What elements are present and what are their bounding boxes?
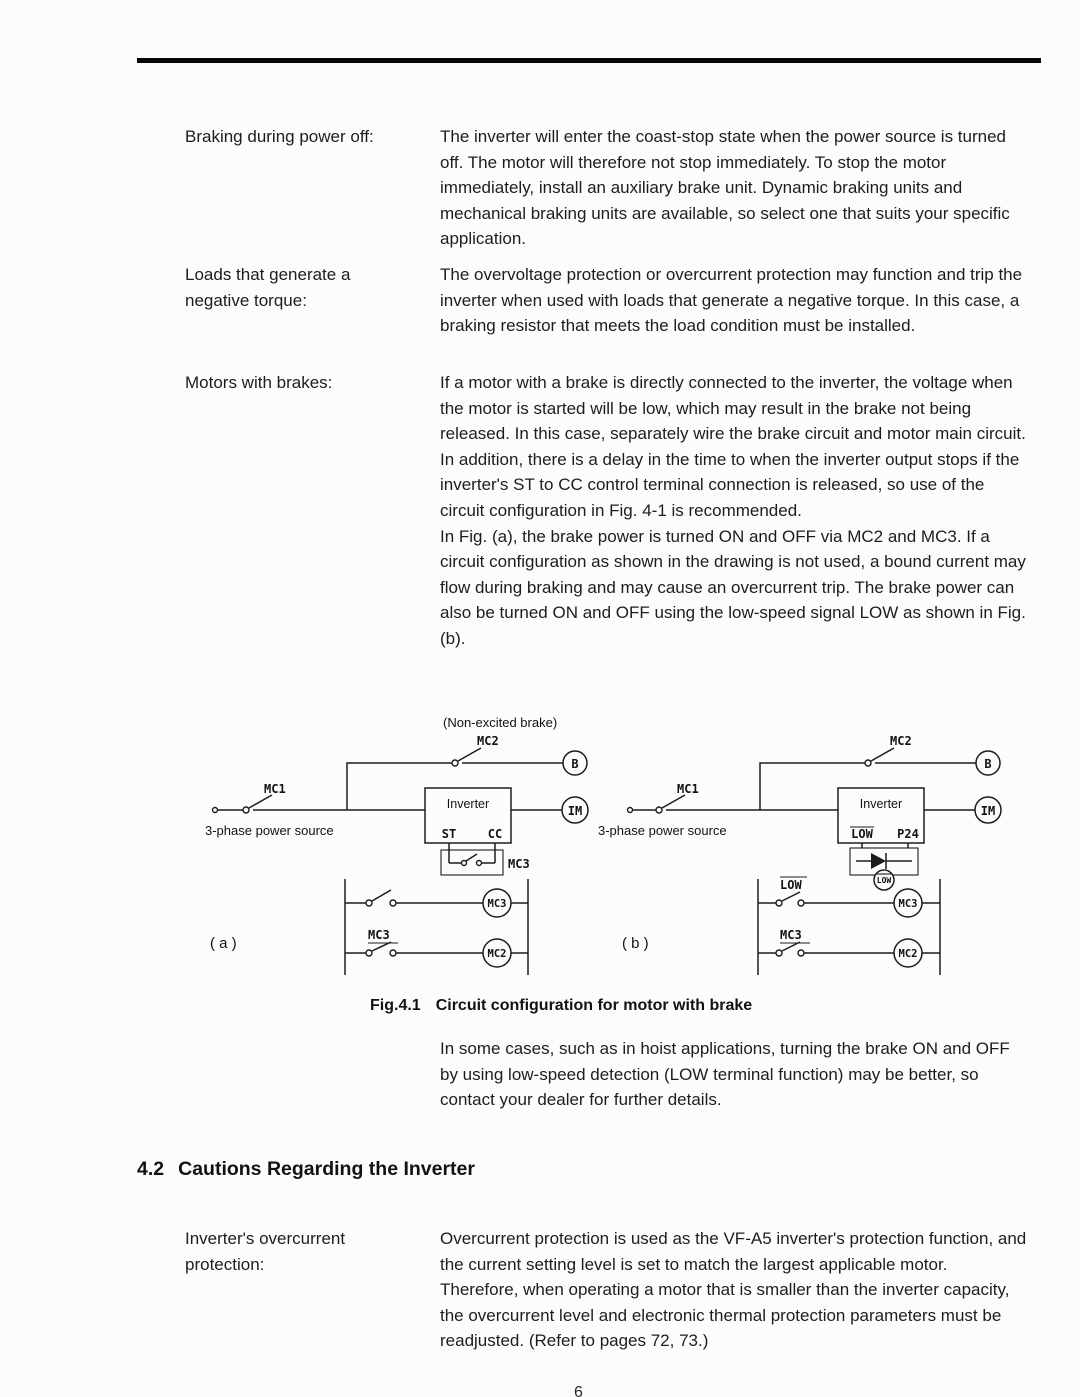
motors-paragraph-2: In Fig. (a), the brake power is turned ON and OFF via MC2 and MC3. If a circuit configuration as shown in the drawing is not used, a bound current may flow during braking and may cause an overcurrent trip. The brake power can also be turned ON and OFF using the low-speed signal LOW as shown in Fig. (b). xyxy=(440,526,1026,648)
source-terminal xyxy=(628,808,633,813)
figure-caption xyxy=(370,997,752,1015)
inverter-label: Inverter xyxy=(859,797,903,811)
ladder-rails xyxy=(758,879,940,975)
sub-figure-b-label: ( b ) xyxy=(622,935,649,952)
low-contact-row-label: LOW xyxy=(780,878,802,892)
mc1-switch-blade xyxy=(249,795,272,808)
figure-caption-text: Circuit configuration for motor with brake xyxy=(435,997,753,1014)
mc2-switch-terminal xyxy=(865,760,871,766)
page-number: 6 xyxy=(574,1384,583,1397)
low-terminal-label: LOW xyxy=(851,827,873,841)
motor-label: IM xyxy=(980,804,996,818)
source-terminal xyxy=(213,808,218,813)
mc3-coil-label: MC3 xyxy=(898,898,918,910)
contact-terminal xyxy=(798,900,804,906)
inverter-label: Inverter xyxy=(446,797,490,811)
cc-terminal-label: CC xyxy=(487,827,503,841)
brake-coil-label: B xyxy=(984,757,992,771)
def-term-braking-power-off: Braking during power off: xyxy=(185,127,374,146)
mc3-contact-terminal xyxy=(462,861,467,866)
mc1-switch-terminal xyxy=(243,807,249,813)
sub-figure-a-label: ( a ) xyxy=(210,935,237,952)
mc1-switch-blade xyxy=(662,795,685,808)
switch-blade xyxy=(372,890,391,901)
mc2-label: MC2 xyxy=(477,734,499,748)
mc3-contact-blade xyxy=(466,854,477,861)
figure-caption-number: Fig.4.1 xyxy=(370,997,421,1014)
def-text-braking-power-off: The inverter will enter the coast-stop state when the power source is turned off. The motor will therefore not stop immediately. To stop the motor immediately, install an auxiliary brake unit. Dynamic braking units and mechanical braking units are available, so select one that suits your specific application. xyxy=(440,127,1010,249)
low-coil-label: LOW xyxy=(876,876,892,885)
contact-blade xyxy=(782,892,800,901)
section-number: 4.2 xyxy=(137,1158,165,1180)
switch-terminal xyxy=(390,900,396,906)
def-text-negative-torque: The overvoltage protection or overcurrent protection may function and trip the inverter when used with loads that generate a negative torque. In this case, a braking resistor that meets the load condition must be installed. xyxy=(440,265,1023,336)
contact-terminal xyxy=(798,950,804,956)
motors-paragraph-1: If a motor with a brake is directly connected to the inverter, the voltage when the motor is started will be low, which may result in the brake not being released. In this case, separately wire the brake circuit and motor main circuit. In addition, there is a delay in the time to when the inverter output stops if the inverter's ST to CC control terminal connection is released, so use of the circuit configuration in Fig. 4-1 is recommended. xyxy=(440,373,1026,520)
mc1-label: MC1 xyxy=(264,782,286,796)
switch-terminal xyxy=(366,900,372,906)
phase-source-label: 3-phase power source xyxy=(598,823,727,838)
mc3-contact-row-label: MC3 xyxy=(368,928,390,942)
brake-coil-label: B xyxy=(571,757,579,771)
phase-source-label: 3-phase power source xyxy=(205,823,334,838)
top-rule xyxy=(137,58,1041,63)
mc3-coil-label: MC3 xyxy=(487,898,507,910)
mc2-switch-terminal xyxy=(452,760,458,766)
circuit-b xyxy=(598,734,1001,975)
section-heading xyxy=(137,1158,475,1181)
contact-terminal xyxy=(776,900,782,906)
mc2-switch-blade xyxy=(871,748,894,761)
mc2-coil-label: MC2 xyxy=(898,948,918,960)
def-text-overcurrent-protection: Overcurrent protection is used as the VF-A5 inverter's protection function, and the current setting level is set to match the largest applicable motor. Therefore, when operating a motor that is smaller than the inverter capacity, the overcurrent level and electronic thermal protection parameters must be readjusted. (Refer to pages 72, 73.) xyxy=(440,1229,1027,1351)
def-term-overcurrent-protection: Inverter's overcurrent protection: xyxy=(185,1229,346,1274)
def-term-motors-with-brakes: Motors with brakes: xyxy=(185,373,333,392)
circuit-a xyxy=(205,715,588,975)
non-excited-brake-label: (Non-excited brake) xyxy=(443,715,558,730)
mc2-switch-blade xyxy=(458,748,481,761)
figure-circuit-diagram xyxy=(0,703,1080,998)
diode-symbol xyxy=(871,853,886,869)
mc1-label: MC1 xyxy=(677,782,699,796)
after-figure-paragraph: In some cases, such as in hoist applications, turning the brake ON and OFF by using low-speed detection (LOW terminal function) may be better, so contact your dealer for further details. xyxy=(440,1039,1010,1110)
wire xyxy=(347,763,452,810)
mc3-contact-terminal xyxy=(477,861,482,866)
motor-label: IM xyxy=(567,804,583,818)
st-terminal-label: ST xyxy=(441,827,457,841)
def-term-negative-torque: Loads that generate a negative torque: xyxy=(185,265,351,310)
def-text-motors-with-brakes xyxy=(440,370,1030,652)
p24-terminal-label: P24 xyxy=(897,827,919,841)
contact-terminal xyxy=(366,950,372,956)
wire xyxy=(449,843,495,863)
mc2-coil-label: MC2 xyxy=(487,948,507,960)
mc3-contact-row-label: MC3 xyxy=(780,928,802,942)
wire xyxy=(760,763,865,810)
ladder-rails xyxy=(345,879,528,975)
mc1-switch-terminal xyxy=(656,807,662,813)
mc3-label: MC3 xyxy=(508,857,530,871)
contact-terminal xyxy=(776,950,782,956)
contact-terminal xyxy=(390,950,396,956)
section-title: Cautions Regarding the Inverter xyxy=(178,1158,475,1180)
mc2-label: MC2 xyxy=(890,734,912,748)
